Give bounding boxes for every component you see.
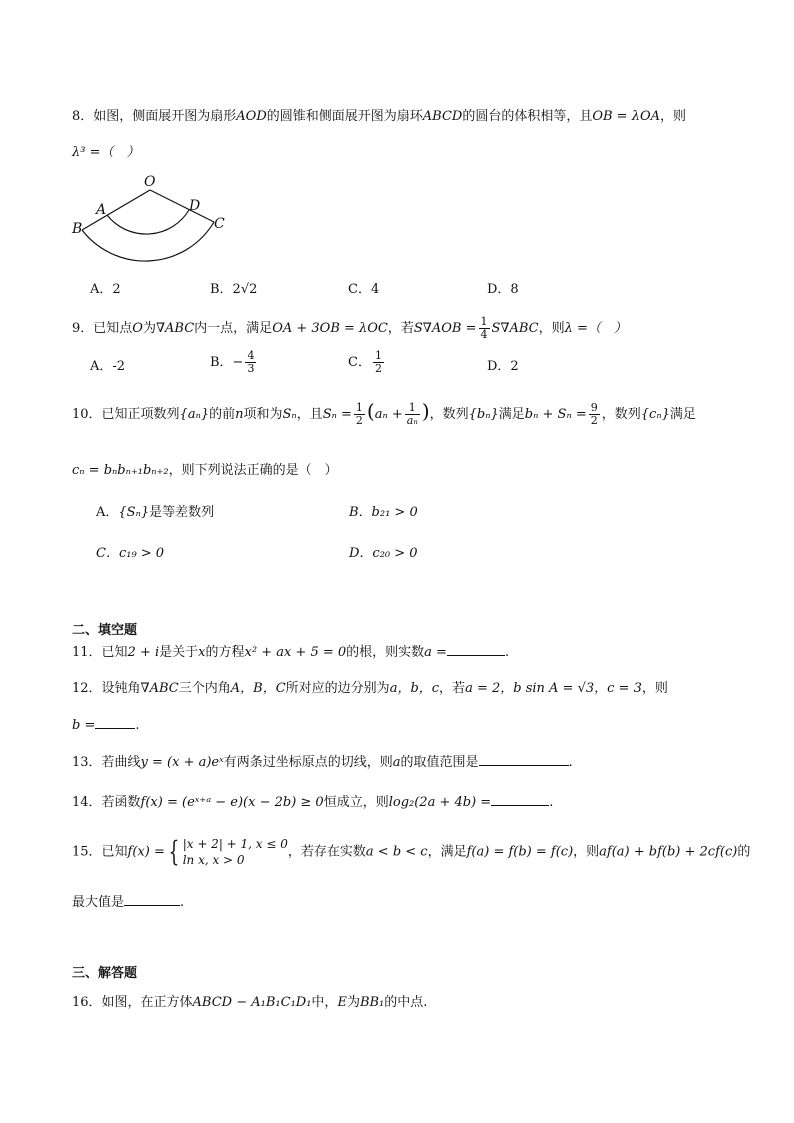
q15-line1: 15．已知f(x) = { |x + 2| + 1, x ≤ 0 ln x, x > 0 ，若存在实数a < b < c，满足f(a) = f(b) = f(c)，则af(a) + bf(b) + 2cf(c)的 [72, 835, 751, 868]
q13: 13．若曲线y = (x + a)eˣ有两条过坐标原点的切线，则a的取值范围是 . [72, 755, 573, 770]
q9-option-d: D．2 [487, 359, 519, 374]
q15-line2: 最大值是 . [72, 895, 185, 910]
q10-stem-line1: 10．已知正项数列{aₙ}的前n项和为Sₙ，且Sₙ = $\frac{1}{2}$ (aₙ + $\frac{1}{\text{aₙ}}$ )，数列{bₙ}满足bₙ + Sₙ = $\frac{9}{2}$ ，数列{cₙ}满足 [72, 399, 696, 427]
q8-option-d: D．8 [487, 282, 519, 297]
q13-answer-blank[interactable] [479, 753, 569, 766]
q10-stem-line2: cₙ = bₙbₙ₊₁bₙ₊₂，则下列说法正确的是（ ） [72, 463, 338, 478]
q14-answer-blank[interactable] [491, 793, 549, 806]
fig-label-d: D [189, 198, 201, 214]
fig-label-o: O [144, 174, 156, 190]
q9-vector-equation: OA + 3OB = λOC [272, 321, 388, 336]
q12-line1: 12．设钝角∇ABC三个内角A，B，C所对应的边分别为a，b，c，若a = 2，b sin A = √3，c = 3，则 [72, 681, 668, 696]
fig-label-c: C [214, 216, 225, 232]
q9-option-c: C． $\frac{1}{2}$ [348, 349, 382, 375]
fig-line-oc [150, 190, 214, 222]
q8-condition: OB = λOA [592, 109, 660, 124]
q9-option-b: B．− $\frac{4}{3}$ [210, 349, 255, 375]
q11: 11．已知2 + i是关于x的方程x² + ax + 5 = 0的根，则实数a = . [72, 645, 510, 660]
q8-aod: AOD [236, 109, 267, 124]
q10-option-b: B．b₂₁ > 0 [349, 505, 418, 520]
q16: 16．如图，在正方体ABCD − A₁B₁C₁D₁中，E为BB₁的中点. [72, 995, 428, 1010]
fig-outer-arc [82, 222, 214, 261]
section-solutions: 三、解答题 [72, 966, 138, 981]
q12-answer-blank[interactable] [95, 716, 135, 729]
fig-inner-arc [107, 210, 189, 234]
q8-sector-figure [70, 170, 240, 270]
q8-abcd: ABCD [422, 109, 463, 124]
q15-answer-blank[interactable] [124, 893, 180, 906]
q14: 14．若函数f(x) = (eˣ⁺ᵃ − e)(x − 2b) ≥ 0恒成立，则log₂(2a + 4b) = . [72, 795, 554, 810]
q15-piecewise: |x + 2| + 1, x ≤ 0 ln x, x > 0 [182, 837, 288, 867]
fig-label-a: A [96, 202, 107, 218]
fig-label-b: B [72, 221, 83, 237]
q12-line2: b = . [72, 718, 140, 733]
q9-option-a: A．-2 [90, 359, 126, 374]
q8-option-a: A．2 [90, 282, 121, 297]
q8-option-c: C．4 [348, 282, 380, 297]
q8-option-b: B．2√2 [210, 282, 258, 297]
q8-stem-line1: 8．如图，侧面展开图为扇形AOD的圆锥和侧面展开图为扇环ABCD的圆台的体积相等，且OB = λOA，则 [72, 109, 687, 124]
q9-fraction: $\frac{1}{4}$ [480, 315, 488, 341]
q11-answer-blank[interactable] [447, 643, 505, 656]
section-fill-in: 二、填空题 [72, 623, 138, 638]
q10-option-d: D．c₂₀ > 0 [349, 546, 418, 561]
q10-option-c: C．c₁₉ > 0 [96, 546, 165, 561]
q10-option-a: A．{Sₙ}是等差数列 [96, 505, 215, 520]
q8-stem-line2: λ³ =（ ） [72, 145, 140, 160]
q9-stem: 9．已知点O为∇ABC内一点，满足OA + 3OB = λOC，若S∇AOB = $\frac{1}{4}$ S∇ABC，则λ =（ ） [72, 315, 627, 341]
